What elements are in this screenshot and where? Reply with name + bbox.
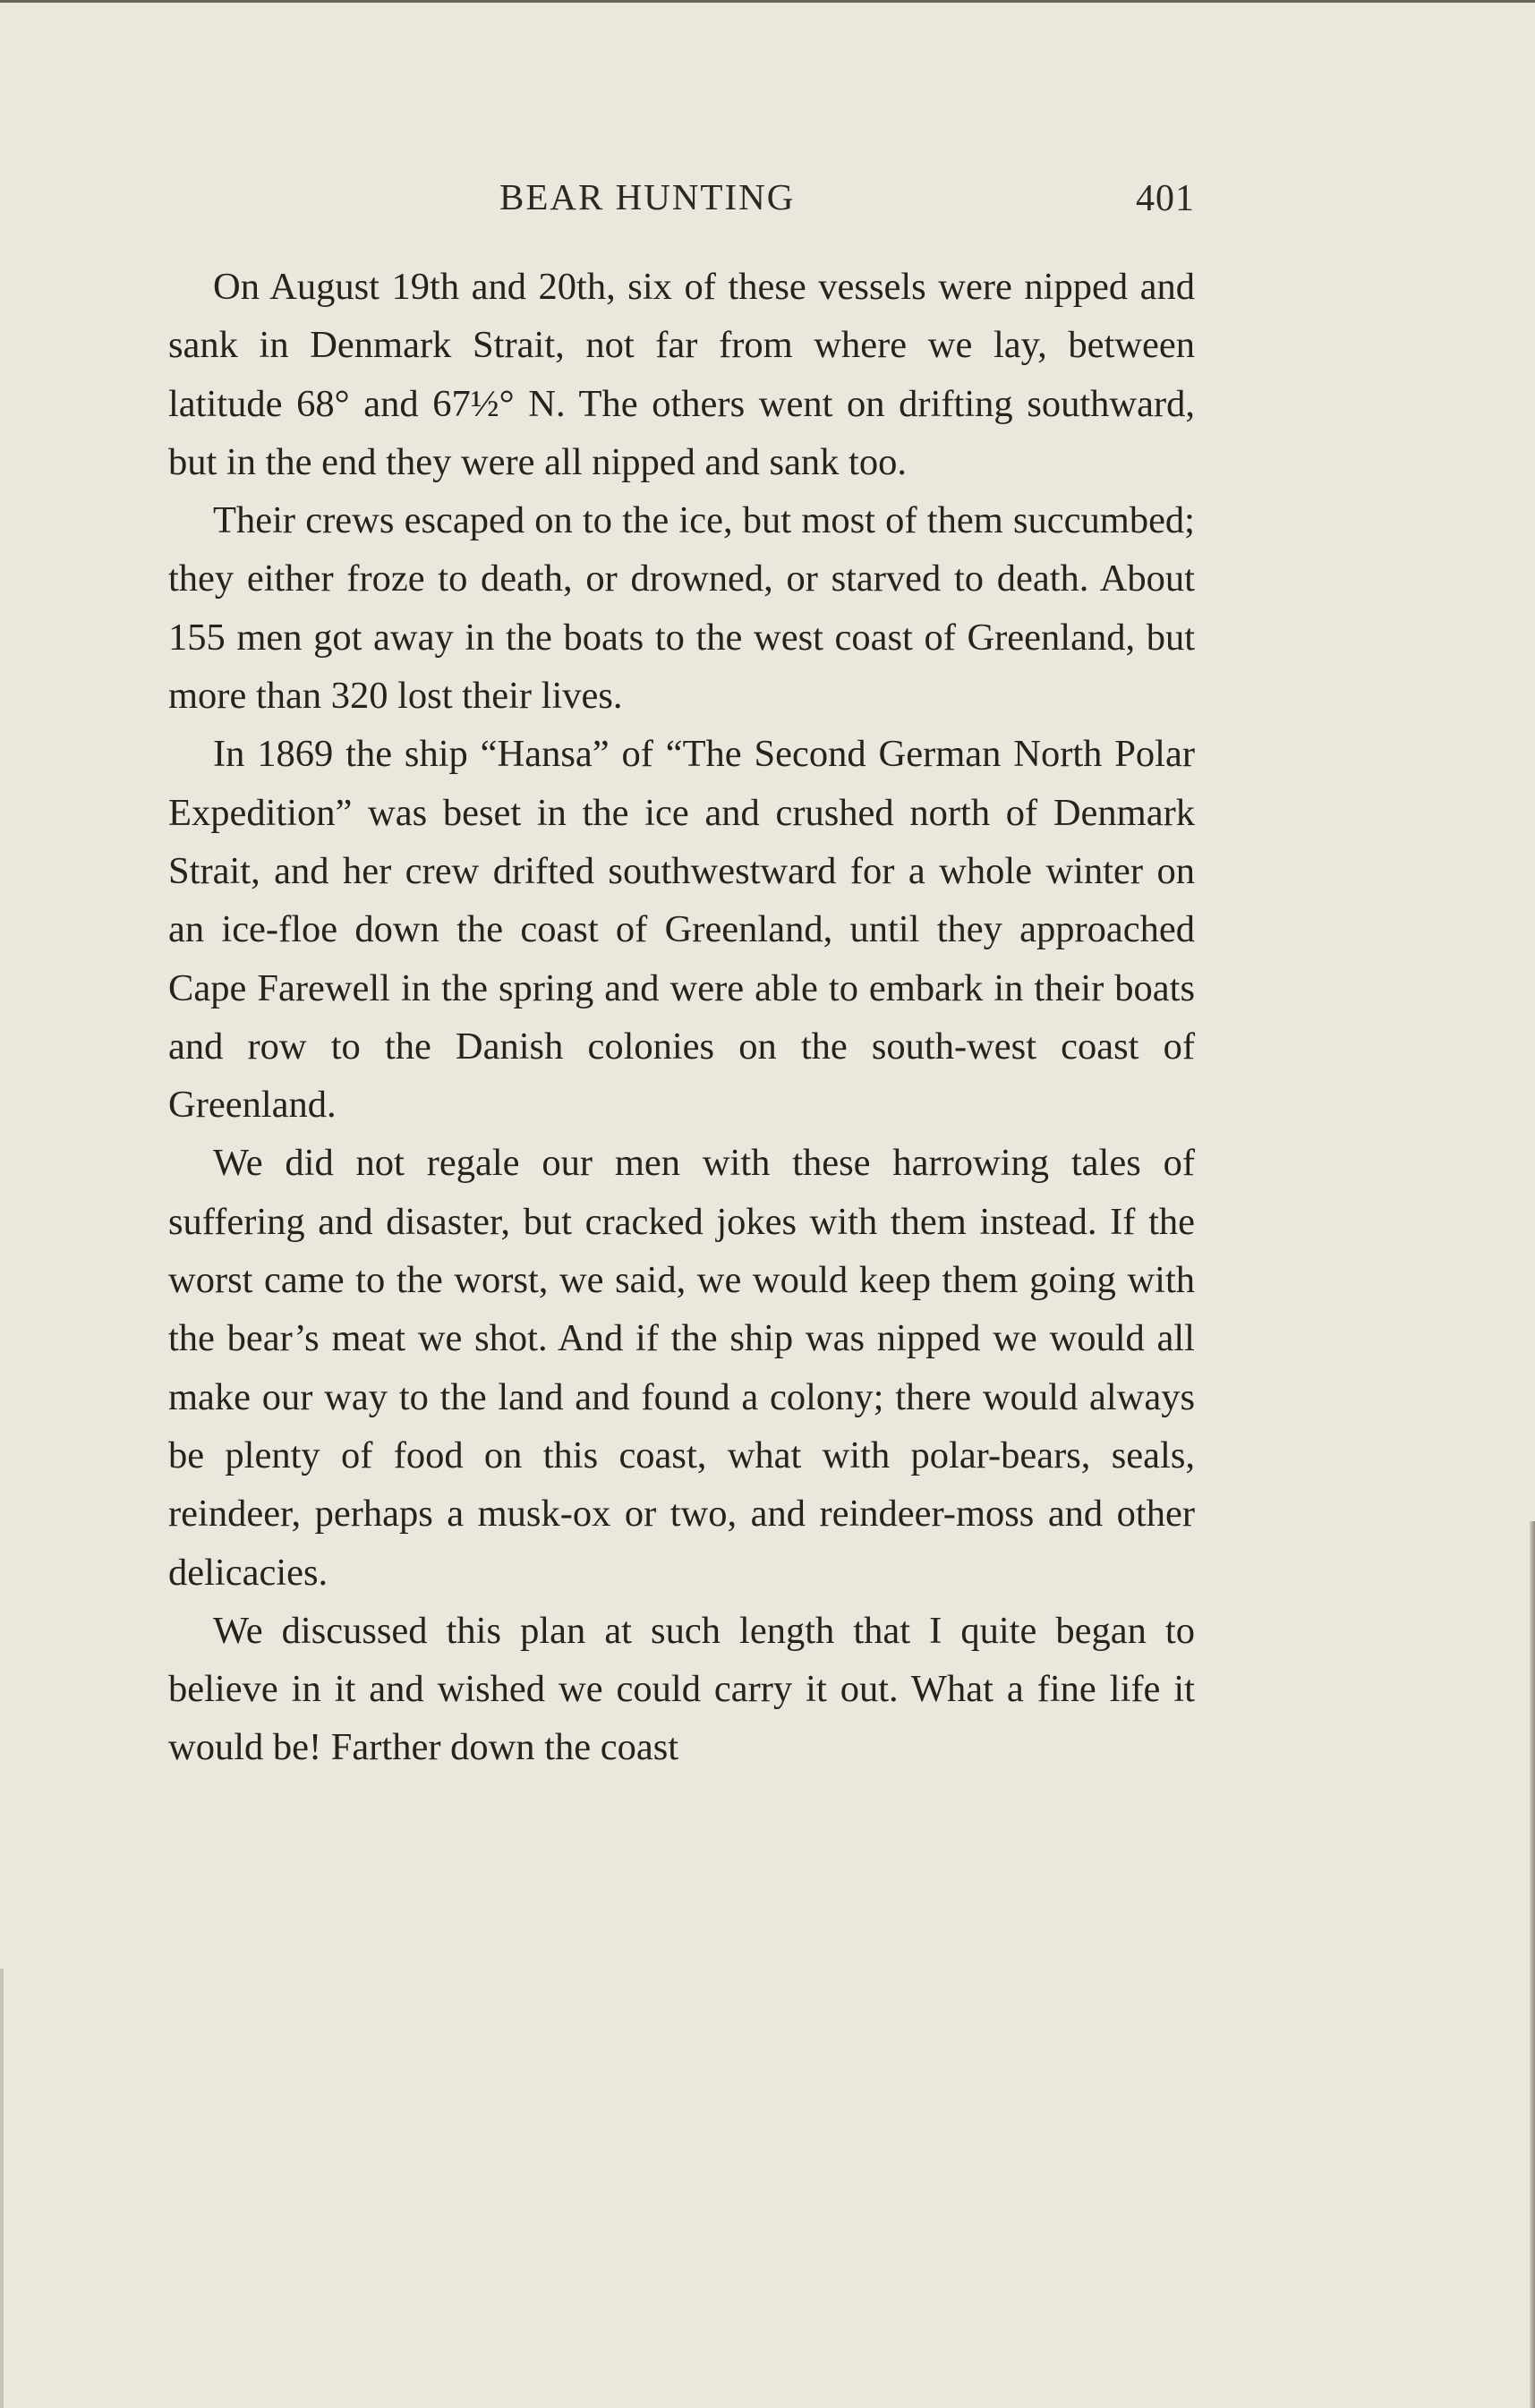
paragraph-2: Their crews escaped on to the ice, but most of them succumbed; they either froze to death, or drowned, or starved to death. About 155 men got away in the boats to the west coast of Greenland, but more than 320 lost their lives. bbox=[168, 499, 1195, 718]
page-right-edge-shadow bbox=[1530, 1521, 1535, 2408]
page-top-edge bbox=[0, 0, 1535, 3]
running-head bbox=[168, 175, 1195, 229]
paragraph-4: We did not regale our men with these harrowing tales of suffering and disaster, but cracked jokes with them instead. If the worst came to the worst, we said, we would keep them going with the bear’s meat we shot. And if the ship was nipped we would all make our way to the land and found a colony; there would always be plenty of food on this coast, what with polar-bears, seals, reindeer, perhaps a musk-ox or two, and reindeer-moss and other delicacies. bbox=[168, 1142, 1195, 1594]
page-number: 401 bbox=[1136, 178, 1195, 219]
body-text bbox=[168, 258, 1195, 1777]
running-head-title: BEAR HUNTING bbox=[499, 176, 796, 217]
paragraph-5: We discussed this plan at such length that I quite began to believe in it and wished we could carry it out. What a fine life it would be! Farther down the coast bbox=[168, 1609, 1195, 1769]
paragraph-1: On August 19th and 20th, six of these vessels were nipped and sank in Denmark Strait, not far from where we lay, between latitude 68° and 67½° N. The others went on drifting southward, but in the end they were all nipped and sank too. bbox=[168, 266, 1195, 483]
paragraph-3: In 1869 the ship “Hansa” of “The Second German North Polar Expedition” was beset in the ice and crushed north of Denmark Strait, and her crew drifted southwestward for a whole winter on an ice-floe down the coast of Greenland, until they approached Cape Farewell in the spring and were able to embark in their boats and row to the Danish colonies on the south-west coast of Greenland. bbox=[168, 733, 1195, 1127]
page-left-edge-shadow bbox=[0, 1969, 4, 2408]
